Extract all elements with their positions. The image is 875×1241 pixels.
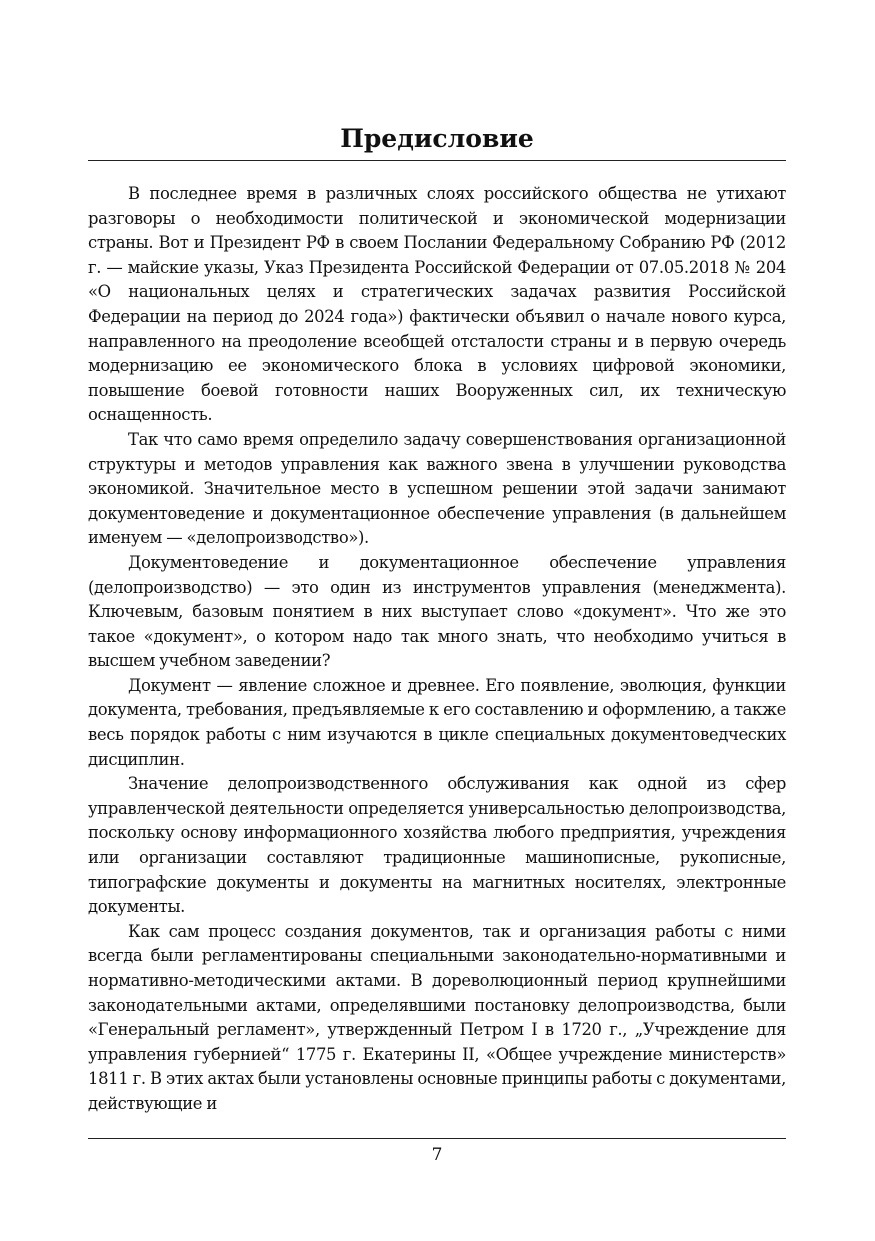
page-title: Предисловие <box>340 124 534 153</box>
footer-divider <box>88 1138 786 1139</box>
paragraph: Как сам процесс создания документов, так и организация работы с ними всегда были регламентированы специальными законодательно-нормативными и нормативно-методическими актами. В дореволюционный период крупнейшими законодательными актами, определявшими постановку делопроизводства, были «Генеральный регламент», утвержденный Петром I в 1720 г., „Учреждение для управления губернией“ 1775 г. Екатерины II, «Общее учреждение министерств» 1811 г. В этих актах были установлены основные принципы работы с документами, действующие и <box>88 921 786 1113</box>
paragraph: Документ — явление сложное и древнее. Его появление, эволюция, функции документа, требования, предъявляемые к его составлению и оформлению, а также весь порядок работы с ним изучаются в цикле специальных документоведческих дисциплин. <box>88 675 786 769</box>
body-text <box>88 182 786 1117</box>
paragraph: Значение делопроизводственного обслуживания как одной из сфер управленческой деятельности определяется универсальностью делопроизводства, поскольку основу информационного хозяйства любого предприятия, учреждения или организации составляют традиционные машинописные, рукописные, типографские документы и документы на магнитных носителях, электронные документы. <box>88 774 786 917</box>
paragraph: Документоведение и документационное обеспечение управления (делопроизводство) — это один из инструментов управления (менеджмента). Ключевым, базовым понятием в них выступает слово «документ». Что же это такое «документ», о котором надо так много знать, что необходимо учиться в высшем учебном заведении? <box>88 552 786 671</box>
title-divider <box>88 160 786 161</box>
paragraph: Так что само время определило задачу совершенствования организационной структуры и методов управления как важного звена в улучшении руководства экономикой. Значительное место в успешном решении этой задачи занимают документоведение и документационное обеспечение управления (в дальнейшем именуем — «делопроизводство»). <box>88 429 786 548</box>
paragraph: В последнее время в различных слоях российского общества не утихают разговоры о необходимости политической и экономической модернизации страны. Вот и Президент РФ в своем Послании Федеральному Собранию РФ (2012 г. — майские указы, Указ Президента Российской Федерации от 07.05.2018 № 204 «О национальных целях и стратегических задачах развития Российской Федерации на период до 2024 года») фактически объявил о начале нового курса, направленного на преодоление всеобщей отсталости страны и в первую очередь модернизацию ее экономического блока в условиях цифровой экономики, повышение боевой готовности наших Вооруженных сил, их техническую оснащенность. <box>88 184 786 425</box>
page-number: 7 <box>431 1145 443 1165</box>
